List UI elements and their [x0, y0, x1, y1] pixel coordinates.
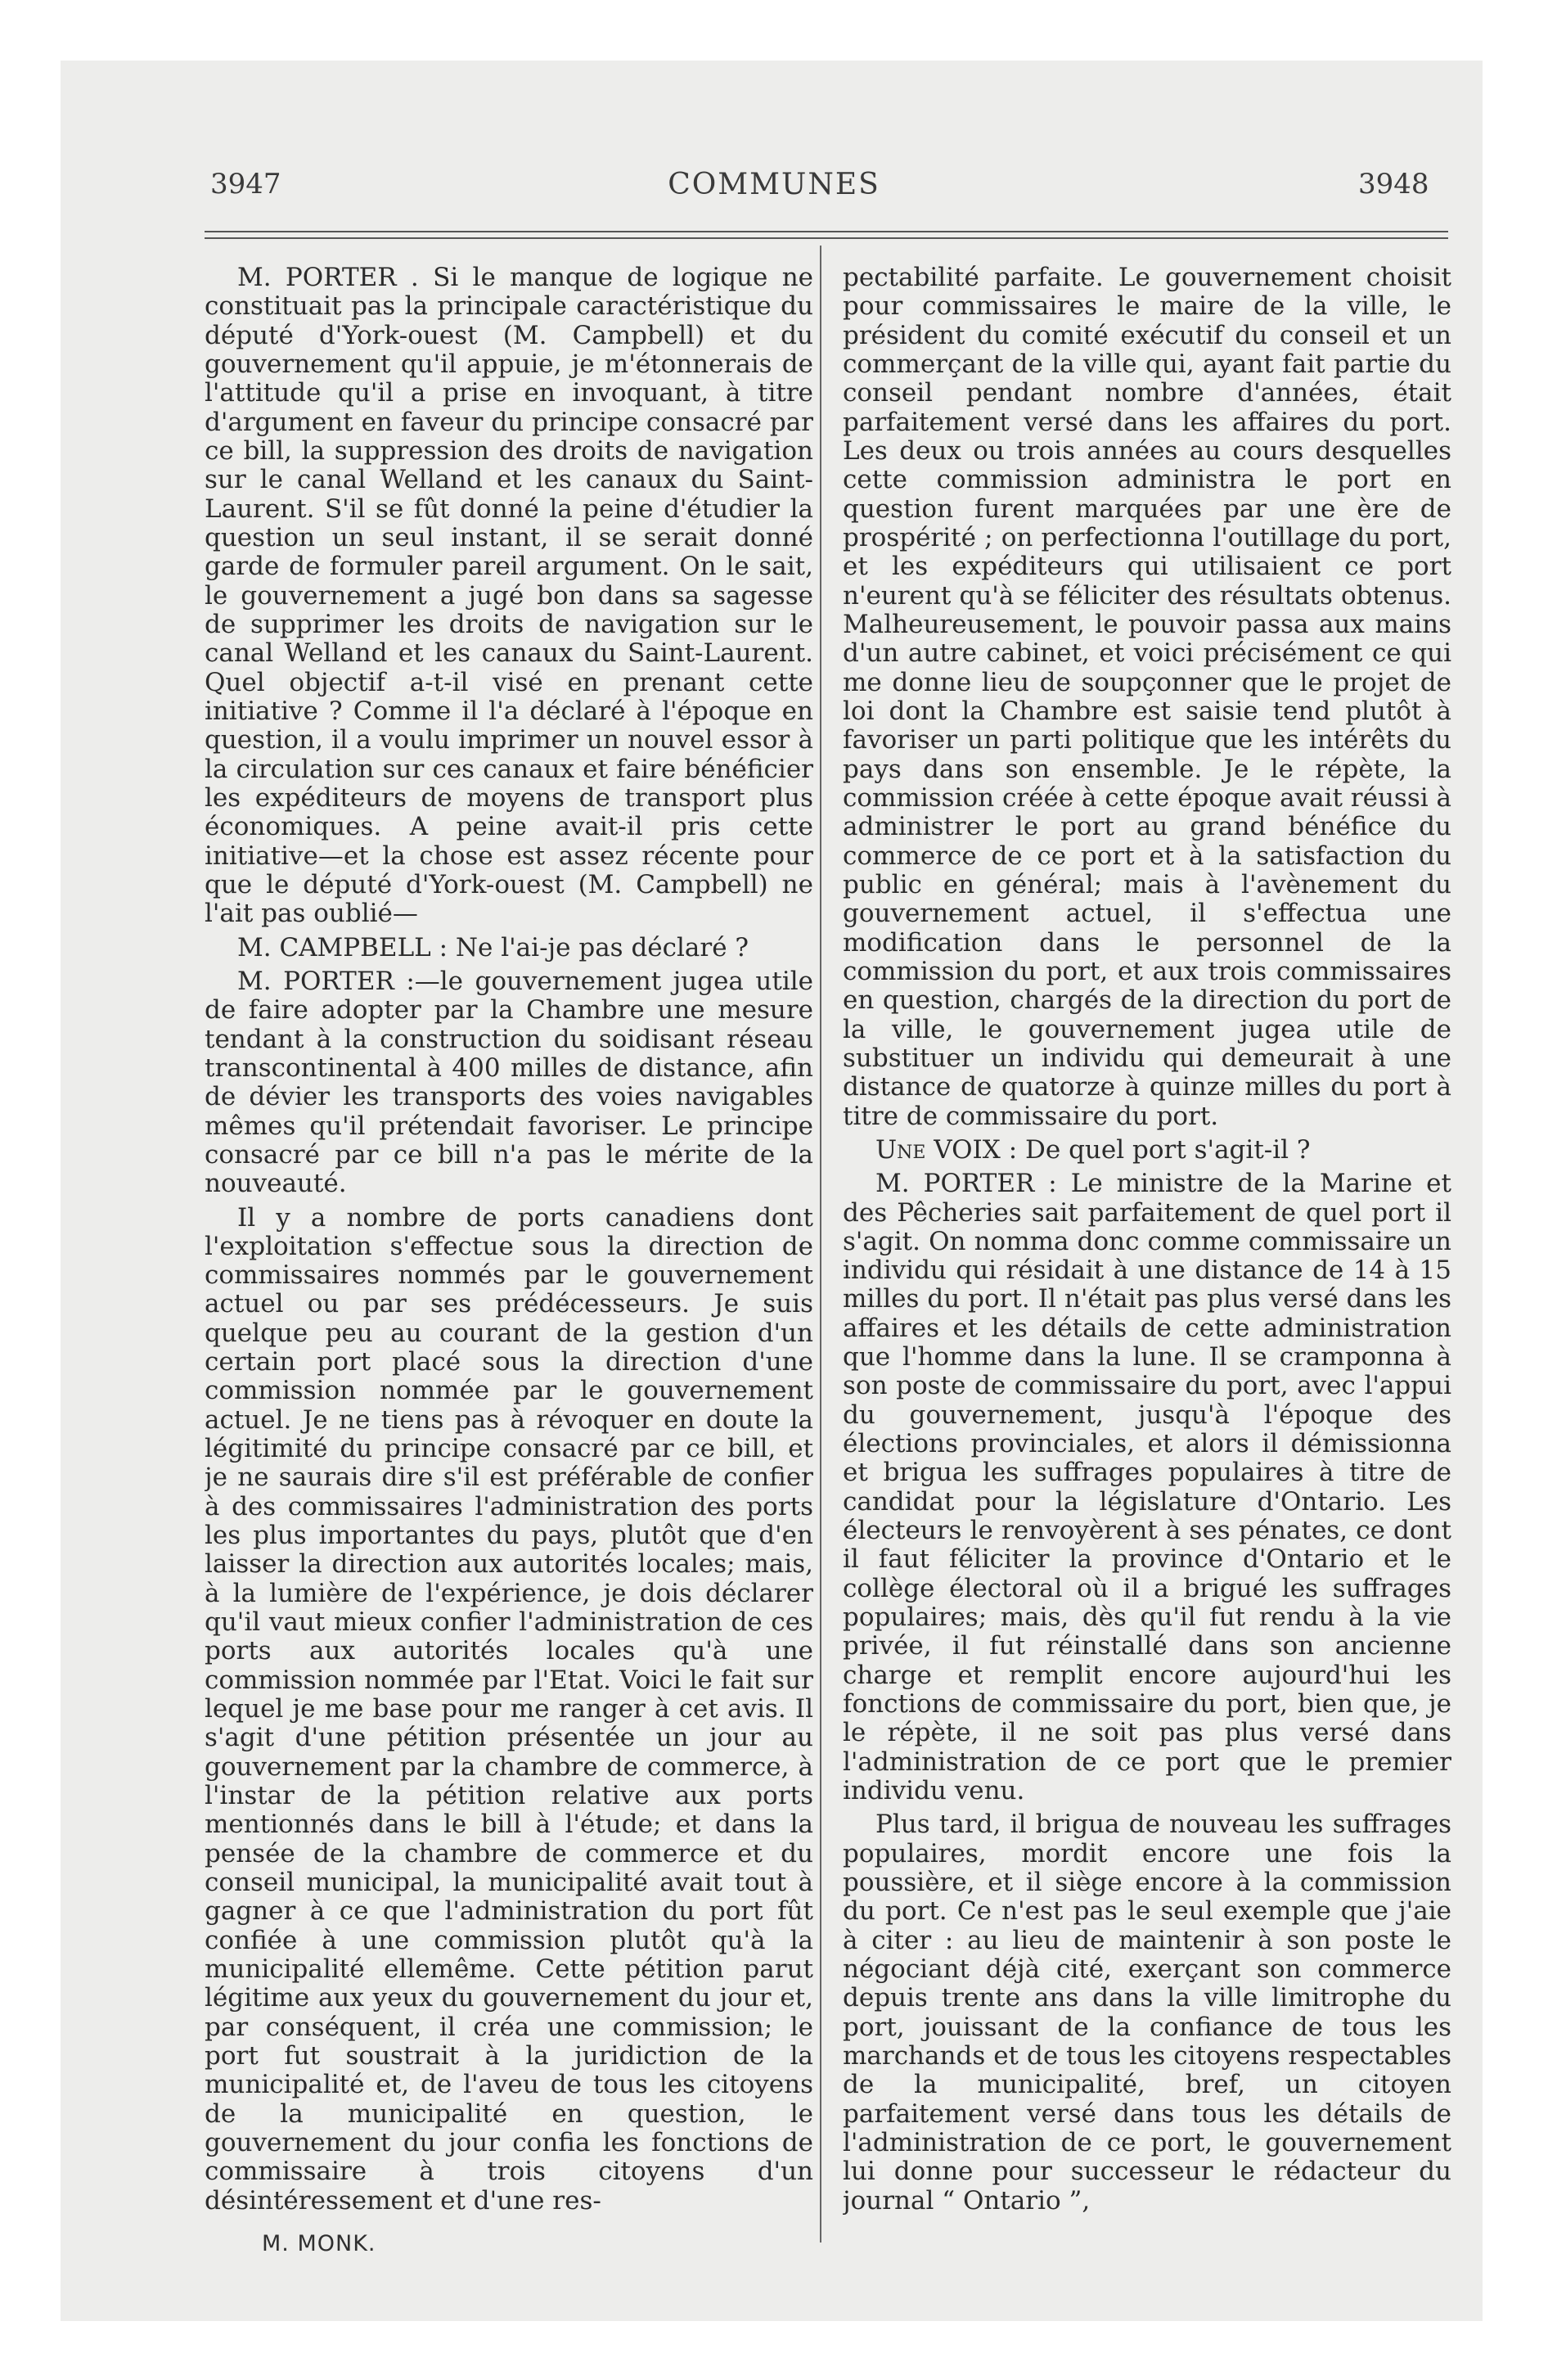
paragraph-text: Il y a nombre de ports canadiens dont l'exploitation s'effectue sous la direction de commissaires nommés par le gouvernement actuel ou par ses prédécesseurs. Je suis quelque peu au courant de la gestion d'un certain port placé sous la direction d'une commission nommée par le gouvernement actuel. Je ne tiens pas à révoquer en doute la légitimité du principe consacré par ce bill, et je ne saurais dire s'il est préférable de confier à des commissaires l'administration des ports les plus importantes du pays, plutôt que d'en laisser la direction aux autorités locales; mais, à la lumière de l'expérience, je dois déclarer qu'il vaut mieux confier l'administration de ces ports aux autorités locales qu'à une commission nommée par l'Etat. Voici le fait sur lequel je me base pour me ranger à cet avis. Il s'agit d'une pétition présentée un jour au gouvernement par la chambre de commerce, à l'instar de la pétition relative aux ports mentionnés dans le bill à l'étude; et dans la pensée de la chambre de commerce et du conseil municipal, la municipalité avait tout à gagner à ce que l'administration du port fût confiée à une commission plutôt qu'à la municipalité ellemême. Cette pétition parut légitime aux yeux du gouvernement du jour et, par conséquent, il créa une commission; le port fut soustrait à la juridiction de la municipalité et, de l'aveu de tous les citoyens de la municipalité en question, le gouvernement du jour confia les fonctions de commissaire à trois citoyens d'un désintéressement et d'une res- — [205, 1202, 813, 2215]
paragraph — [843, 1810, 1451, 2215]
left-column — [205, 264, 813, 2228]
paragraph — [843, 1136, 1451, 1165]
paragraph-text: Si le manque de logique ne constituait pas la principale caractéristique du député d'York-ouest (M. Campbell) et du gouvernement qu'il appuie, je m'étonnerais de l'attitude qu'il a prise en invoquant, à titre d'argument en faveur du principe consacré par ce bill, la suppression des droits de navigation sur le canal Welland et les canaux du Saint-Laurent. S'il se fût donné la peine d'étudier la question un seul instant, il se serait donné garde de formuler pareil argument. On le sait, le gouvernement a jugé bon dans sa sagesse de supprimer les droits de navigation sur le canal Welland et les canaux du Saint-Laurent. Quel objectif a-t-il visé en prenant cette initiative ? Comme il l'a déclaré à l'époque en question, il a voulu imprimer un nouvel essor à la circulation sur ces canaux et faire bénéficier les expéditeurs de moyens de transport plus économiques. A peine avait-il pris cette initiative—et la chose est assez récente pour que le député d'York-ouest (M. Campbell) ne l'ait pas oublié— — [205, 264, 813, 929]
speaker-label: Une VOIX : — [875, 1134, 1018, 1165]
page-number-left: 3947 — [210, 168, 281, 201]
paragraph-text: pectabilité parfaite. Le gouvernement choisit pour commissaires le maire de la ville, le président du comité exécutif du conseil et un commerçant de la ville qui, ayant fait partie du conseil pendant nombre d'années, était parfaitement versé dans les affaires du port. Les deux ou trois années au cours desquelles cette commission administra le port en question furent marquées par une ère de prospérité ; on perfectionna l'outillage du port, et les expéditeurs qui utilisaient ce port n'eurent qu'à se féliciter des résultats obtenus. Malheureusement, le pouvoir passa aux mains d'un autre cabinet, et voici précisément ce qui me donne lieu de soupçonner que le projet de loi dont la Chambre est saisie tend plutôt à favoriser un parti politique que les intérêts du pays dans son ensemble. Je le répète, la commission créée à cette époque avait réussi à administrer le port au grand bénéfice du commerce de ce port et à la satisfaction du public en général; mais à l'avènement du gouvernement actuel, il s'effectua une modification dans le personnel de la commission du port, et aux trois commissaires en question, chargés de la direction du port de la ville, le gouvernement jugea utile de substituer un individu qui demeurait à une distance de quatorze à quinze milles du port à titre de commissaire du port. — [843, 264, 1451, 1131]
paragraph-text: Ne l'ai-je pas déclaré ? — [455, 932, 749, 962]
page-number-right: 3948 — [1358, 168, 1429, 201]
speaker-label: M. PORTER : — [875, 1169, 1057, 1199]
column-divider — [820, 246, 821, 2243]
running-title: COMMUNES — [668, 168, 880, 201]
paragraph — [843, 264, 1451, 1131]
speaker-label: M. PORTER . — [237, 264, 419, 292]
paragraph-text: —le gouvernement jugea utile de faire adopter par la Chambre une mesure tendant à la construction du soidisant réseau transcontinental à 400 milles de distance, afin de dévier les transports des voies navigables mêmes qu'il prétendait favoriser. Le principe consacré par ce bill n'a pas le mérite de la nouveauté. — [205, 966, 813, 1199]
paragraph — [205, 967, 813, 1199]
header-rule — [205, 237, 1448, 239]
paragraph — [843, 1170, 1451, 1805]
speaker-label: M. CAMPBELL : — [237, 932, 448, 962]
paragraph-text: De quel port s'agit-il ? — [1025, 1134, 1311, 1165]
paragraph — [205, 264, 813, 929]
paragraph-text: Le ministre de la Marine et des Pêcheries sait parfaitement de quel port il s'agit. On nomma donc comme commissaire un individu qui résidait à une distance de 14 à 15 milles du port. Il n'était pas plus versé dans les affaires et les détails de cette administration que l'homme dans la lune. Il se cramponna à son poste de commissaire du port, avec l'appui du gouvernement, jusqu'à l'époque des élections provinciales, et alors il démissionna et brigua les suffrages populaires à titre de candidat pour la législature d'Ontario. Les électeurs le renvoyèrent à ses pénates, ce dont il faut féliciter la province d'Ontario et le collège électoral où il a brigué les suffrages populaires; mais, dès qu'il fut rendu à la vie privée, il fut réinstallé dans son ancienne charge et remplit encore aujourd'hui les fonctions de commissaire du port, bien que, je le répète, il ne soit pas plus versé dans l'administration de ce port que le premier individu venu. — [843, 1169, 1451, 1806]
paragraph — [205, 934, 813, 962]
header-rule — [205, 231, 1448, 232]
right-column — [843, 264, 1451, 2228]
paragraph — [205, 1204, 813, 2215]
speaker-label: M. PORTER : — [237, 966, 415, 996]
paragraph-text: Plus tard, il brigua de nouveau les suffrages populaires, mordit encore une fois la poussière, et il siège encore à la commission du port. Ce n'est pas le seul exemple que j'aie à citer : au lieu de maintenir à son poste le négociant déjà cité, exerçant son commerce depuis trente ans dans la ville limitrophe du port, jouissant de la confiance de tous les marchands et de tous les citoyens respectables de la municipalité, bref, un citoyen parfaitement versé dans tous les détails de l'administration de ce port, le gouvernement lui donne pour successeur le rédacteur du journal “ Ontario ”, — [843, 1810, 1451, 2215]
footer-speaker-note: M. MONK. — [262, 2231, 376, 2256]
